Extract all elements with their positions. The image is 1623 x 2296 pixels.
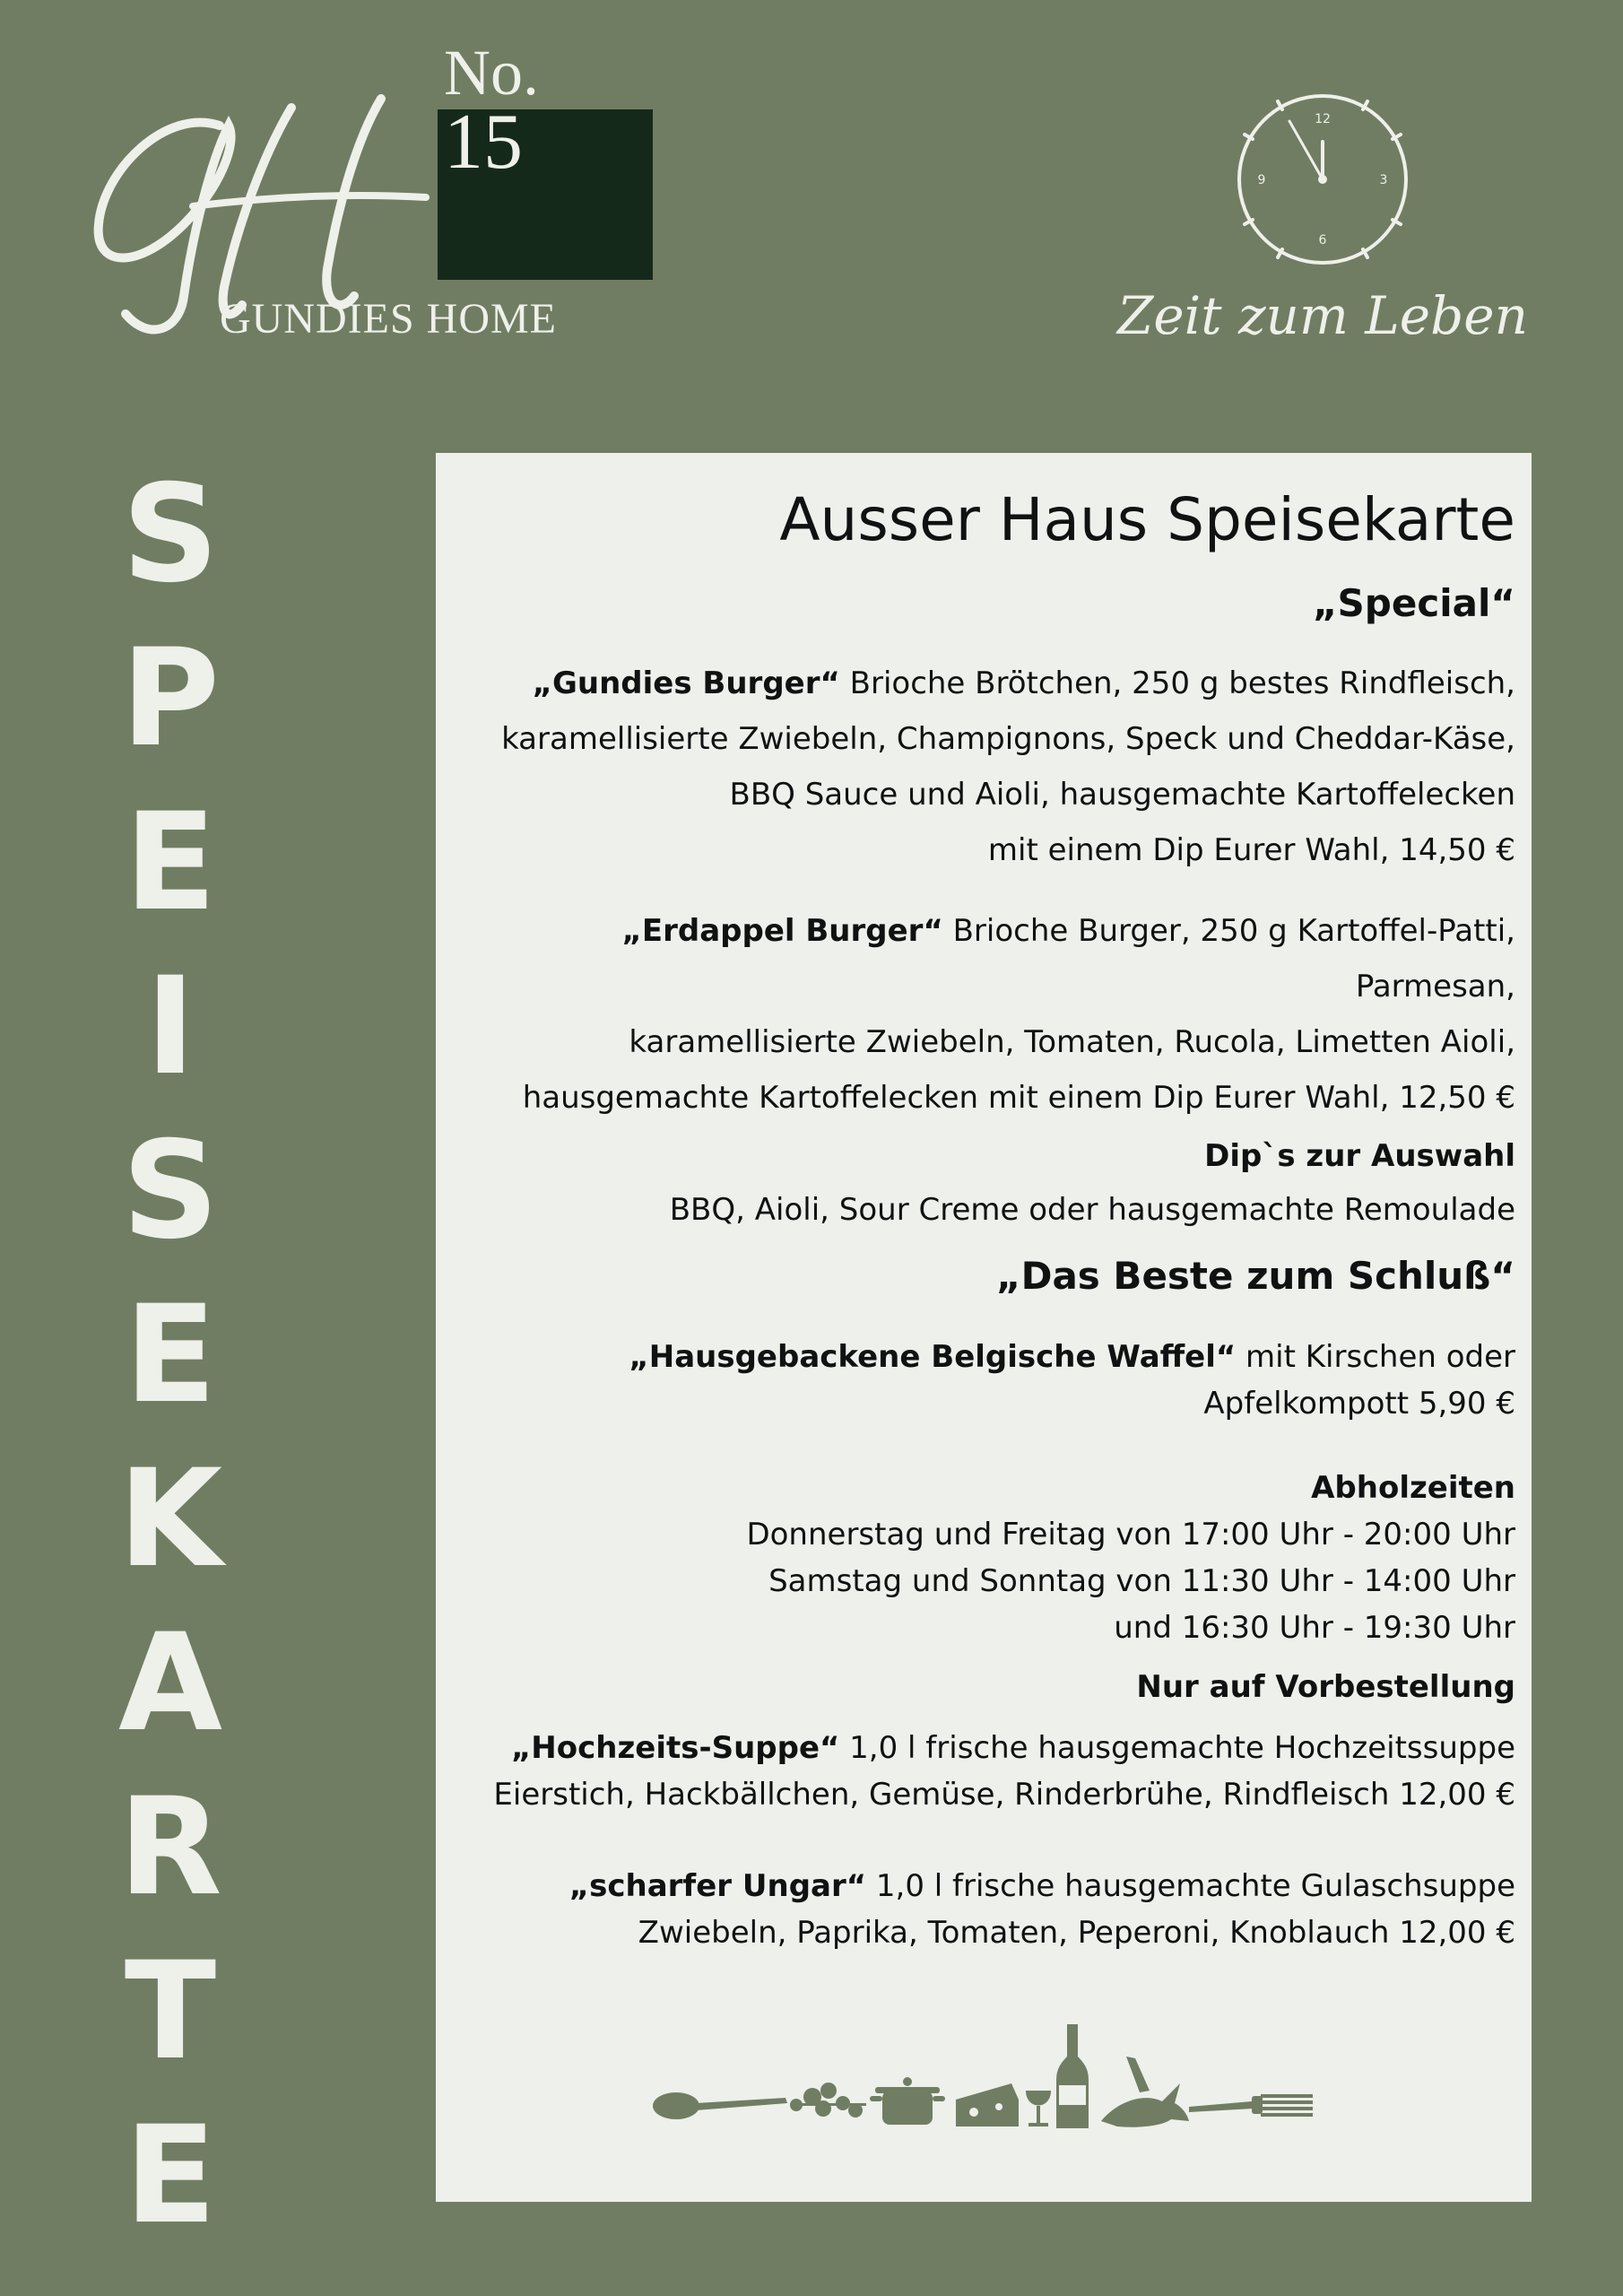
item-line: BBQ Sauce und Aioli, hausgemachte Kartoffelecken <box>729 777 1515 813</box>
menu-item-waffel <box>475 1334 1515 1427</box>
decorative-icon-row <box>651 2021 1324 2146</box>
menu-item-erdappel-burger <box>475 903 1515 1126</box>
item-line: mit einem Dip Eurer Wahl, 14,50 € <box>987 832 1515 868</box>
item-name: „Hausgebackene Belgische Waffel“ <box>629 1339 1237 1375</box>
vertical-letter: R <box>118 1770 222 1926</box>
vertical-title <box>117 453 224 2258</box>
hare-icon <box>1101 2057 1189 2127</box>
wine-glass-icon <box>1026 2091 1051 2126</box>
vertical-letter: K <box>117 1441 223 1597</box>
badge-prefix: No. <box>444 37 539 109</box>
pickup-line: und 16:30 Uhr - 19:30 Uhr <box>1114 1610 1515 1646</box>
item-line: 1,0 l frische hausgemachte Gulaschsuppe <box>866 1868 1515 1904</box>
item-line: karamellisierte Zwiebeln, Champignons, Speck und Cheddar-Käse, <box>501 721 1515 757</box>
pickup-line: Donnerstag und Freitag von 17:00 Uhr - 20:00 Uhr <box>746 1517 1515 1552</box>
clock-numeral-6: 6 <box>1318 233 1327 248</box>
vertical-letter: E <box>124 1277 217 1433</box>
menu-item-gundies-burger <box>475 656 1515 878</box>
item-line: Eierstich, Hackbällchen, Gemüse, Rinderbrühe, Rindfleisch 12,00 € <box>493 1777 1515 1813</box>
vertical-letter: E <box>124 785 217 941</box>
dips-list: BBQ, Aioli, Sour Creme oder hausgemachte Remoulade <box>669 1192 1515 1228</box>
item-name: „Gundies Burger“ <box>532 665 840 701</box>
pickup-line: Samstag und Sonntag von 11:30 Uhr - 14:00 Uhr <box>768 1563 1515 1599</box>
item-line: Brioche Brötchen, 250 g bestes Rindfleisch, <box>839 665 1515 701</box>
item-line: mit Kirschen oder <box>1236 1339 1515 1375</box>
menu-item-hochzeits-suppe <box>475 1725 1515 1818</box>
herbs-icon <box>790 2083 866 2118</box>
menu-card <box>436 453 1532 2202</box>
pot-icon <box>870 2077 945 2125</box>
dips-heading: Dip`s zur Auswahl <box>1204 1138 1515 1174</box>
item-line: Brioche Burger, 250 g Kartoffel-Patti, Parmesan, <box>942 913 1515 1004</box>
item-line: karamellisierte Zwiebeln, Tomaten, Rucola, Limetten Aioli, <box>629 1024 1515 1060</box>
vertical-letter: T <box>124 1934 217 2090</box>
dessert-heading: „Das Beste zum Schluß“ <box>996 1254 1515 1298</box>
item-name: „Hochzeits-Suppe“ <box>510 1730 840 1766</box>
special-heading: „Special“ <box>1312 581 1515 625</box>
clock-numeral-3: 3 <box>1379 173 1388 187</box>
vertical-letter: A <box>117 1605 223 1761</box>
vertical-letter: S <box>121 1113 220 1269</box>
preorder-heading: Nur auf Vorbestellung <box>1136 1669 1515 1705</box>
vertical-letter: S <box>121 457 220 613</box>
vertical-letter: P <box>121 621 220 777</box>
badge-number: 15 <box>444 99 523 186</box>
menu-item-scharfer-ungar <box>475 1863 1515 1956</box>
pickup-heading: Abholzeiten <box>1311 1470 1515 1506</box>
menu-content <box>475 480 1515 1956</box>
item-line: hausgemachte Kartoffelecken mit einem Dip Eurer Wahl, 12,50 € <box>522 1080 1515 1116</box>
cheese-icon <box>956 2083 1019 2126</box>
item-line: 1,0 l frische hausgemachte Hochzeitssuppe <box>839 1730 1515 1766</box>
brand-name: GUNDIES HOME <box>220 295 557 343</box>
clock-numeral-12: 12 <box>1315 112 1331 126</box>
fork-icon <box>1189 2094 1313 2117</box>
item-line: Zwiebeln, Paprika, Tomaten, Peperoni, Knoblauch 12,00 € <box>638 1915 1515 1951</box>
card-title: Ausser Haus Speisekarte <box>779 485 1515 554</box>
spoon-icon <box>653 2092 787 2119</box>
clock-numeral-9: 9 <box>1257 173 1266 187</box>
wine-bottle-icon <box>1056 2024 1089 2128</box>
item-name: „Erdappel Burger“ <box>621 913 943 949</box>
tagline: Zeit zum Leben <box>1117 285 1528 346</box>
item-line: Apfelkompott 5,90 € <box>1203 1386 1515 1422</box>
item-name: „scharfer Ungar“ <box>568 1868 867 1904</box>
vertical-letter: E <box>124 2098 217 2254</box>
clock-icon <box>1233 90 1412 269</box>
vertical-letter: I <box>145 949 195 1105</box>
pickup-times <box>475 1511 1515 1651</box>
